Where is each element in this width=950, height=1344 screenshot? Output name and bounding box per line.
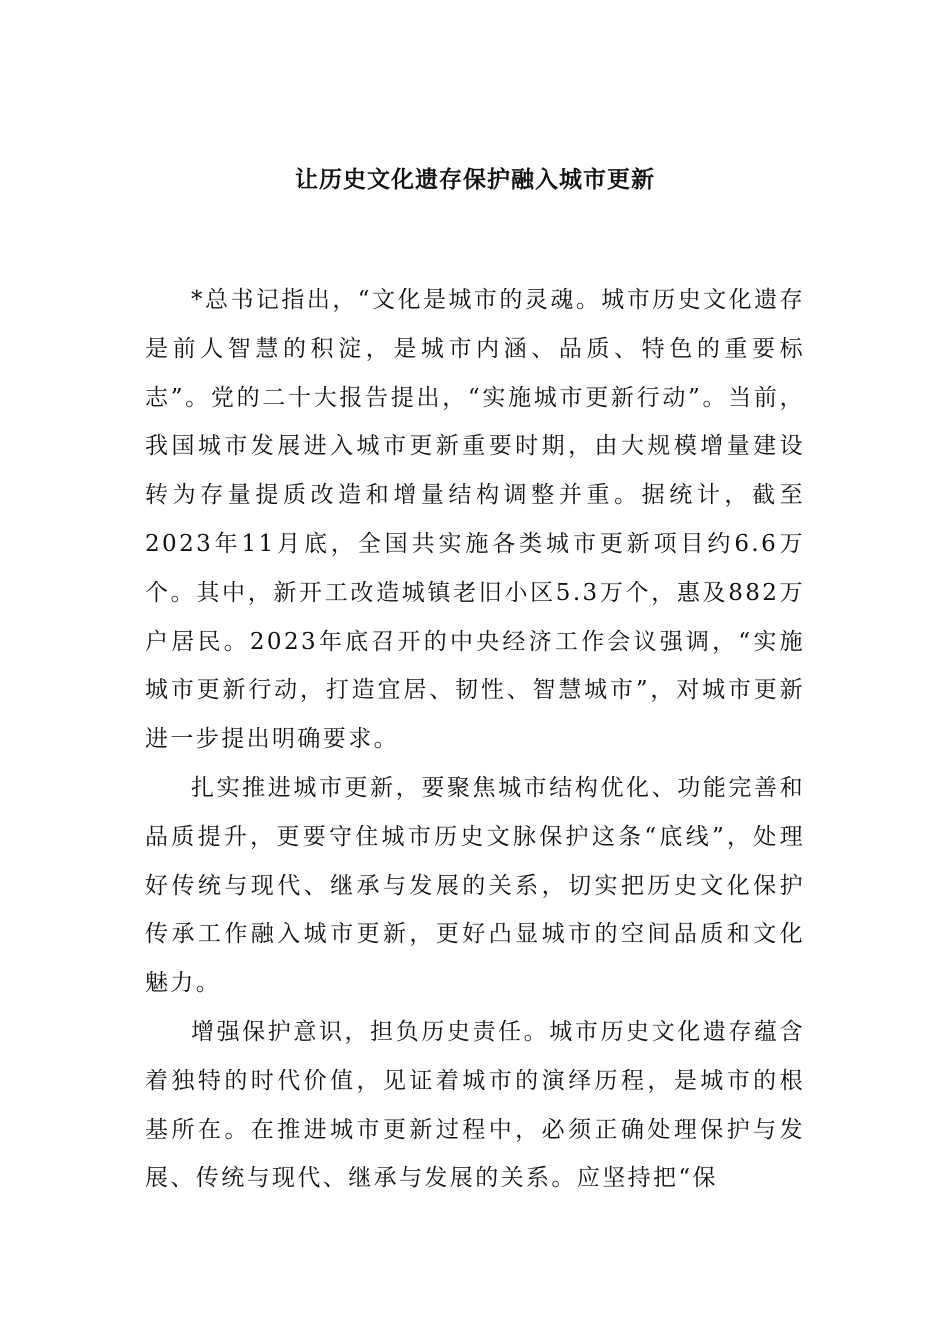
document-title: 让历史文化遗存保护融入城市更新 (295, 166, 655, 193)
document-body (145, 276, 805, 1203)
paragraph: 扎实推进城市更新，要聚焦城市结构优化、功能完善和品质提升，更要守住城市历史文脉保护这条“底线”，处理好传统与现代、继承与发展的关系，切实把历史文化保护传承工作融入城市更新，更好凸显城市的空间品质和文化魅力。 (145, 774, 805, 997)
paragraph: 增强保护意识，担负历史责任。城市历史文化遗存蕴含着独特的时代价值，见证着城市的演绎历程，是城市的根基所在。在推进城市更新过程中，必须正确处理保护与发展、传统与现代、继承与发展的关系。应坚持把“保 (145, 1018, 805, 1192)
paragraph: *总书记指出，“文化是城市的灵魂。城市历史文化遗存是前人智慧的积淀，是城市内涵、品质、特色的重要标志”。党的二十大报告提出，“实施城市更新行动”。当前，我国城市发展进入城市更新重要时期，由大规模增量建设转为存量提质改造和增量结构调整并重。据统计，截至2023年11月底，全国共实施各类城市更新项目约6.6万个。其中，新开工改造城镇老旧小区5.3万个，惠及882万户居民。2023年底召开的中央经济工作会议强调，“实施城市更新行动，打造宜居、韧性、智慧城市”，对城市更新进一步提出明确要求。 (145, 287, 805, 753)
